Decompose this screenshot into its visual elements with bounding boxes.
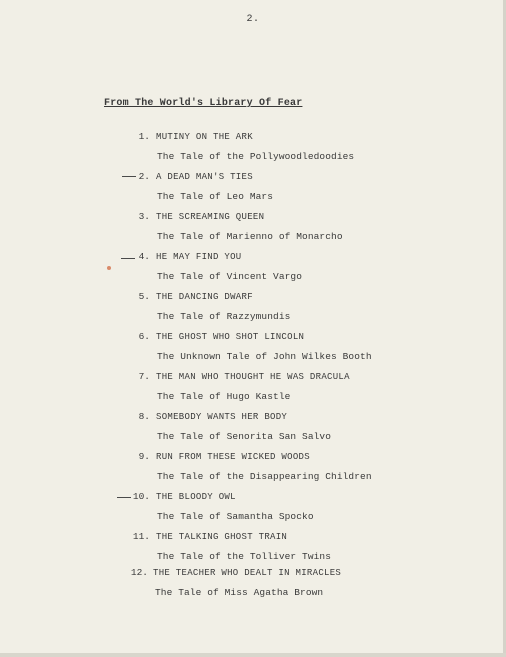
item-number: 4. (138, 251, 150, 262)
item-title: SOMEBODY WANTS HER BODY (156, 412, 288, 422)
ink-spot (107, 266, 111, 270)
item-number: 1. (138, 131, 150, 142)
page-number: 2. (246, 14, 260, 25)
item-title: MUTINY ON THE ARK (156, 132, 253, 142)
item-title: THE MAN WHO THOUGHT HE WAS DRACULA (156, 372, 350, 382)
scan-bottom-edge (0, 653, 506, 657)
item-number: 8. (138, 411, 150, 422)
item-subtitle: The Tale of the Disappearing Children (157, 471, 372, 482)
item-subtitle: The Tale of Leo Mars (157, 191, 274, 202)
item-subtitle: The Tale of Samantha Spocko (157, 511, 314, 522)
item-title: HE MAY FIND YOU (156, 252, 242, 262)
item-number: 6. (138, 331, 150, 342)
item-title: THE TEACHER WHO DEALT IN MIRACLES (153, 568, 342, 578)
item-number: 5. (138, 291, 150, 302)
item-number: 3. (138, 211, 150, 222)
item-number: 7. (138, 371, 150, 382)
item-subtitle: The Unknown Tale of John Wilkes Booth (157, 351, 372, 362)
item-title: A DEAD MAN'S TIES (156, 172, 253, 182)
item-title: THE GHOST WHO SHOT LINCOLN (156, 332, 305, 342)
item-number: 2. (138, 171, 150, 182)
item-subtitle: The Tale of the Pollywoodledoodies (157, 151, 355, 162)
item-title: THE TALKING GHOST TRAIN (156, 532, 288, 542)
item-subtitle: The Tale of Marienno of Monarcho (157, 231, 343, 242)
item-subtitle: The Tale of Hugo Kastle (157, 391, 291, 402)
item-title: THE SCREAMING QUEEN (156, 212, 265, 222)
item-subtitle: The Tale of the Tolliver Twins (157, 551, 332, 562)
item-subtitle: The Tale of Razzymundis (157, 311, 291, 322)
item-title: THE DANCING DWARF (156, 292, 253, 302)
item-number: 10. (132, 491, 150, 502)
item-title: THE BLOODY OWL (156, 492, 236, 502)
item-subtitle: The Tale of Vincent Vargo (157, 271, 303, 282)
item-title: RUN FROM THESE WICKED WOODS (156, 452, 310, 462)
item-number: 11. (132, 531, 150, 542)
list-heading: From The World's Library Of Fear (104, 98, 303, 109)
item-subtitle: The Tale of Miss Agatha Brown (155, 587, 324, 598)
item-number: 12. (130, 567, 148, 578)
item-subtitle: The Tale of Senorita San Salvo (157, 431, 332, 442)
item-number: 9. (138, 451, 150, 462)
